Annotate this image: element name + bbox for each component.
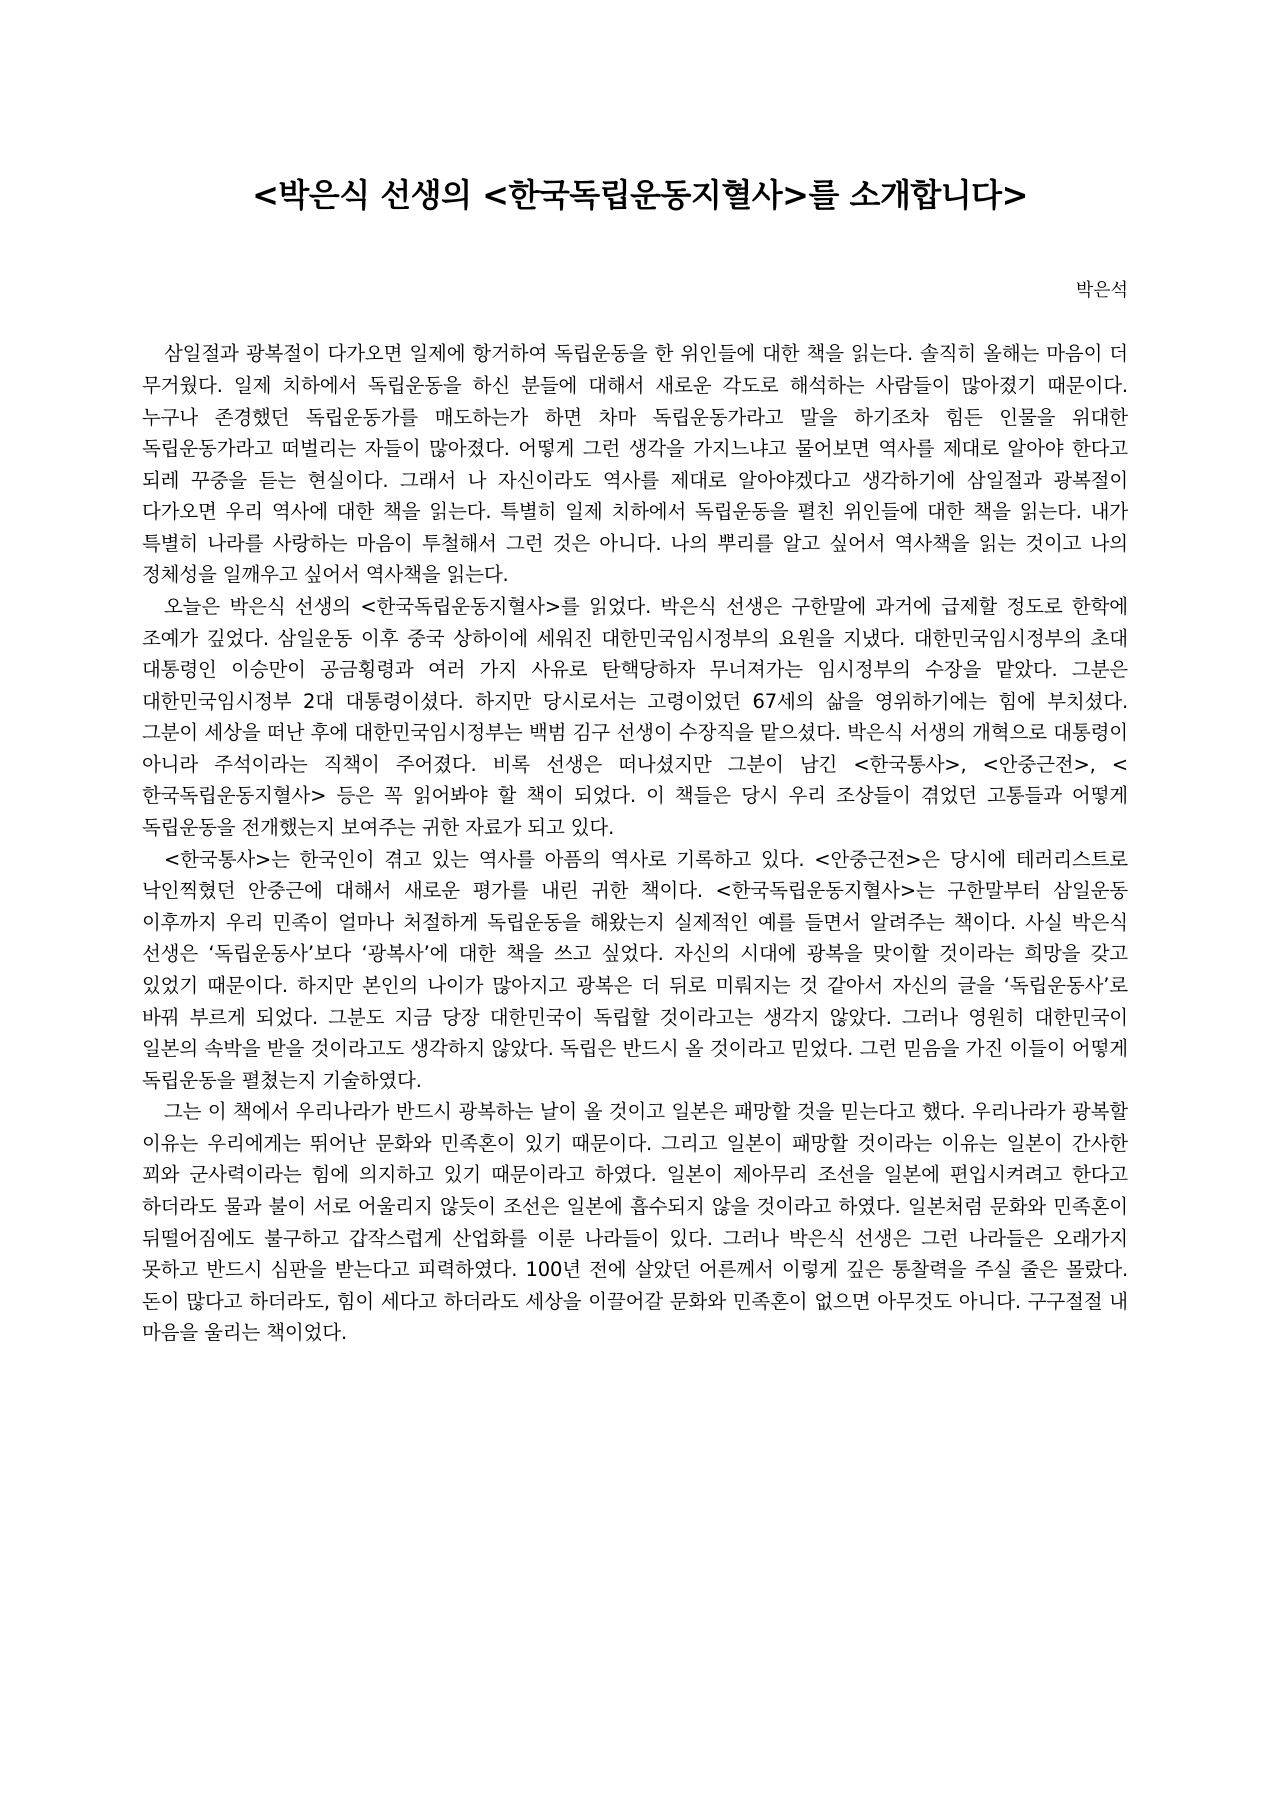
paragraph: 오늘은 박은식 선생의 <한국독립운동지혈사>를 읽었다. 박은식 선생은 구한말에 과거에 급제할 정도로 한학에 조예가 깊었다. 삼일운동 이후 중국 상하이에 세워진 대한민국임시정부의 요원을 지냈다. 대한민국임시정부의 초대 대통령인 이승만이 공금횡령과 여러 가지 사유로 탄핵당하자 무너져가는 임시정부의 수장을 맡았다. 그분은 대한민국임시정부 2대 대통령이셨다. 하지만 당시로서는 고령이었던 67세의 삶을 영위하기에는 힘에 부치셨다. 그분이 세상을 떠난 후에 대한민국임시정부는 백범 김구 선생이 수장직을 맡으셨다. 박은식 서생의 개혁으로 대통령이 아니라 주석이라는 직책이 주어졌다. 비록 선생은 떠나셨지만 그분이 남긴 <한국통사>, <안중근전>, <한국독립운동지혈사> 등은 꼭 읽어봐야 할 책이 되었다. 이 책들은 당시 우리 조상들이 겪었던 고통들과 어떻게 독립운동을 전개했는지 보여주는 귀한 자료가 되고 있다.: [142, 595, 1128, 840]
document-body: [0, 338, 1280, 1349]
paragraph: <한국통사>는 한국인이 겪고 있는 역사를 아픔의 역사로 기록하고 있다. <안중근전>은 당시에 테러리스트로 낙인찍혔던 안중근에 대해서 새로운 평가를 내린 귀한 책이다. <한국독립운동지혈사>는 구한말부터 삼일운동 이후까지 우리 민족이 얼마나 처절하게 독립운동을 해왔는지 실제적인 예를 들면서 알려주는 책이다. 사실 박은식 선생은 ‘독립운동사’보다 ‘광복사’에 대한 책을 쓰고 싶었다. 자신의 시대에 광복을 맞이할 것이라는 희망을 갖고 있었기 때문이다. 하지만 본인의 나이가 많아지고 광복은 더 뒤로 미뤄지는 것 같아서 자신의 글을 ‘독립운동사’로 바꿔 부르게 되었다. 그분도 지금 당장 대한민국이 독립할 것이라고는 생각지 않았다. 그러나 영원히 대한민국이 일본의 속박을 받을 것이라고도 생각하지 않았다. 독립은 반드시 올 것이라고 믿었다. 그런 믿음을 가진 이들이 어떻게 독립운동을 펼쳤는지 기술하였다.: [142, 847, 1128, 1092]
page-title: <박은식 선생의 <한국독립운동지혈사>를 소개합니다>: [252, 176, 1028, 214]
paragraph: 삼일절과 광복절이 다가오면 일제에 항거하여 독립운동을 한 위인들에 대한 책을 읽는다. 솔직히 올해는 마음이 더 무거웠다. 일제 치하에서 독립운동을 하신 분들에 대해서 새로운 각도로 해석하는 사람들이 많아졌기 때문이다. 누구나 존경했던 독립운동가를 매도하는가 하면 차마 독립운동가라고 말을 하기조차 힘든 인물을 위대한 독립운동가라고 떠벌리는 자들이 많아졌다. 어떻게 그런 생각을 가지느냐고 물어보면 역사를 제대로 알아야 한다고 되레 꾸중을 듣는 현실이다. 그래서 나 자신이라도 역사를 제대로 알아야겠다고 생각하기에 삼일절과 광복절이 다가오면 우리 역사에 대한 책을 읽는다. 특별히 일제 치하에서 독립운동을 펼친 위인들에 대한 책을 읽는다. 내가 특별히 나라를 사랑하는 마음이 투철해서 그런 것은 아니다. 나의 뿌리를 알고 싶어서 역사책을 읽는 것이고 나의 정체성을 일깨우고 싶어서 역사책을 읽는다.: [142, 342, 1128, 587]
paragraph: 그는 이 책에서 우리나라가 반드시 광복하는 날이 올 것이고 일본은 패망할 것을 믿는다고 했다. 우리나라가 광복할 이유는 우리에게는 뛰어난 문화와 민족혼이 있기 때문이다. 그리고 일본이 패망할 것이라는 이유는 일본이 간사한 꾀와 군사력이라는 힘에 의지하고 있기 때문이라고 하였다. 일본이 제아무리 조선을 일본에 편입시켜려고 한다고 하더라도 물과 불이 서로 어울리지 않듯이 조선은 일본에 흡수되지 않을 것이라고 하였다. 일본처럼 문화와 민족혼이 뒤떨어짐에도 불구하고 갑작스럽게 산업화를 이룬 나라들이 있다. 그러나 박은식 선생은 그런 나라들은 오래가지 못하고 반드시 심판을 받는다고 피력하였다. 100년 전에 살았던 어른께서 이렇게 깊은 통찰력을 주실 줄은 몰랐다. 돈이 많다고 하더라도, 힘이 세다고 하더라도 세상을 이끌어갈 문화와 민족혼이 없으면 아무것도 아니다. 구구절절 내 마음을 울리는 책이었다.: [142, 1100, 1128, 1345]
author-byline: 박은석: [1075, 280, 1128, 302]
